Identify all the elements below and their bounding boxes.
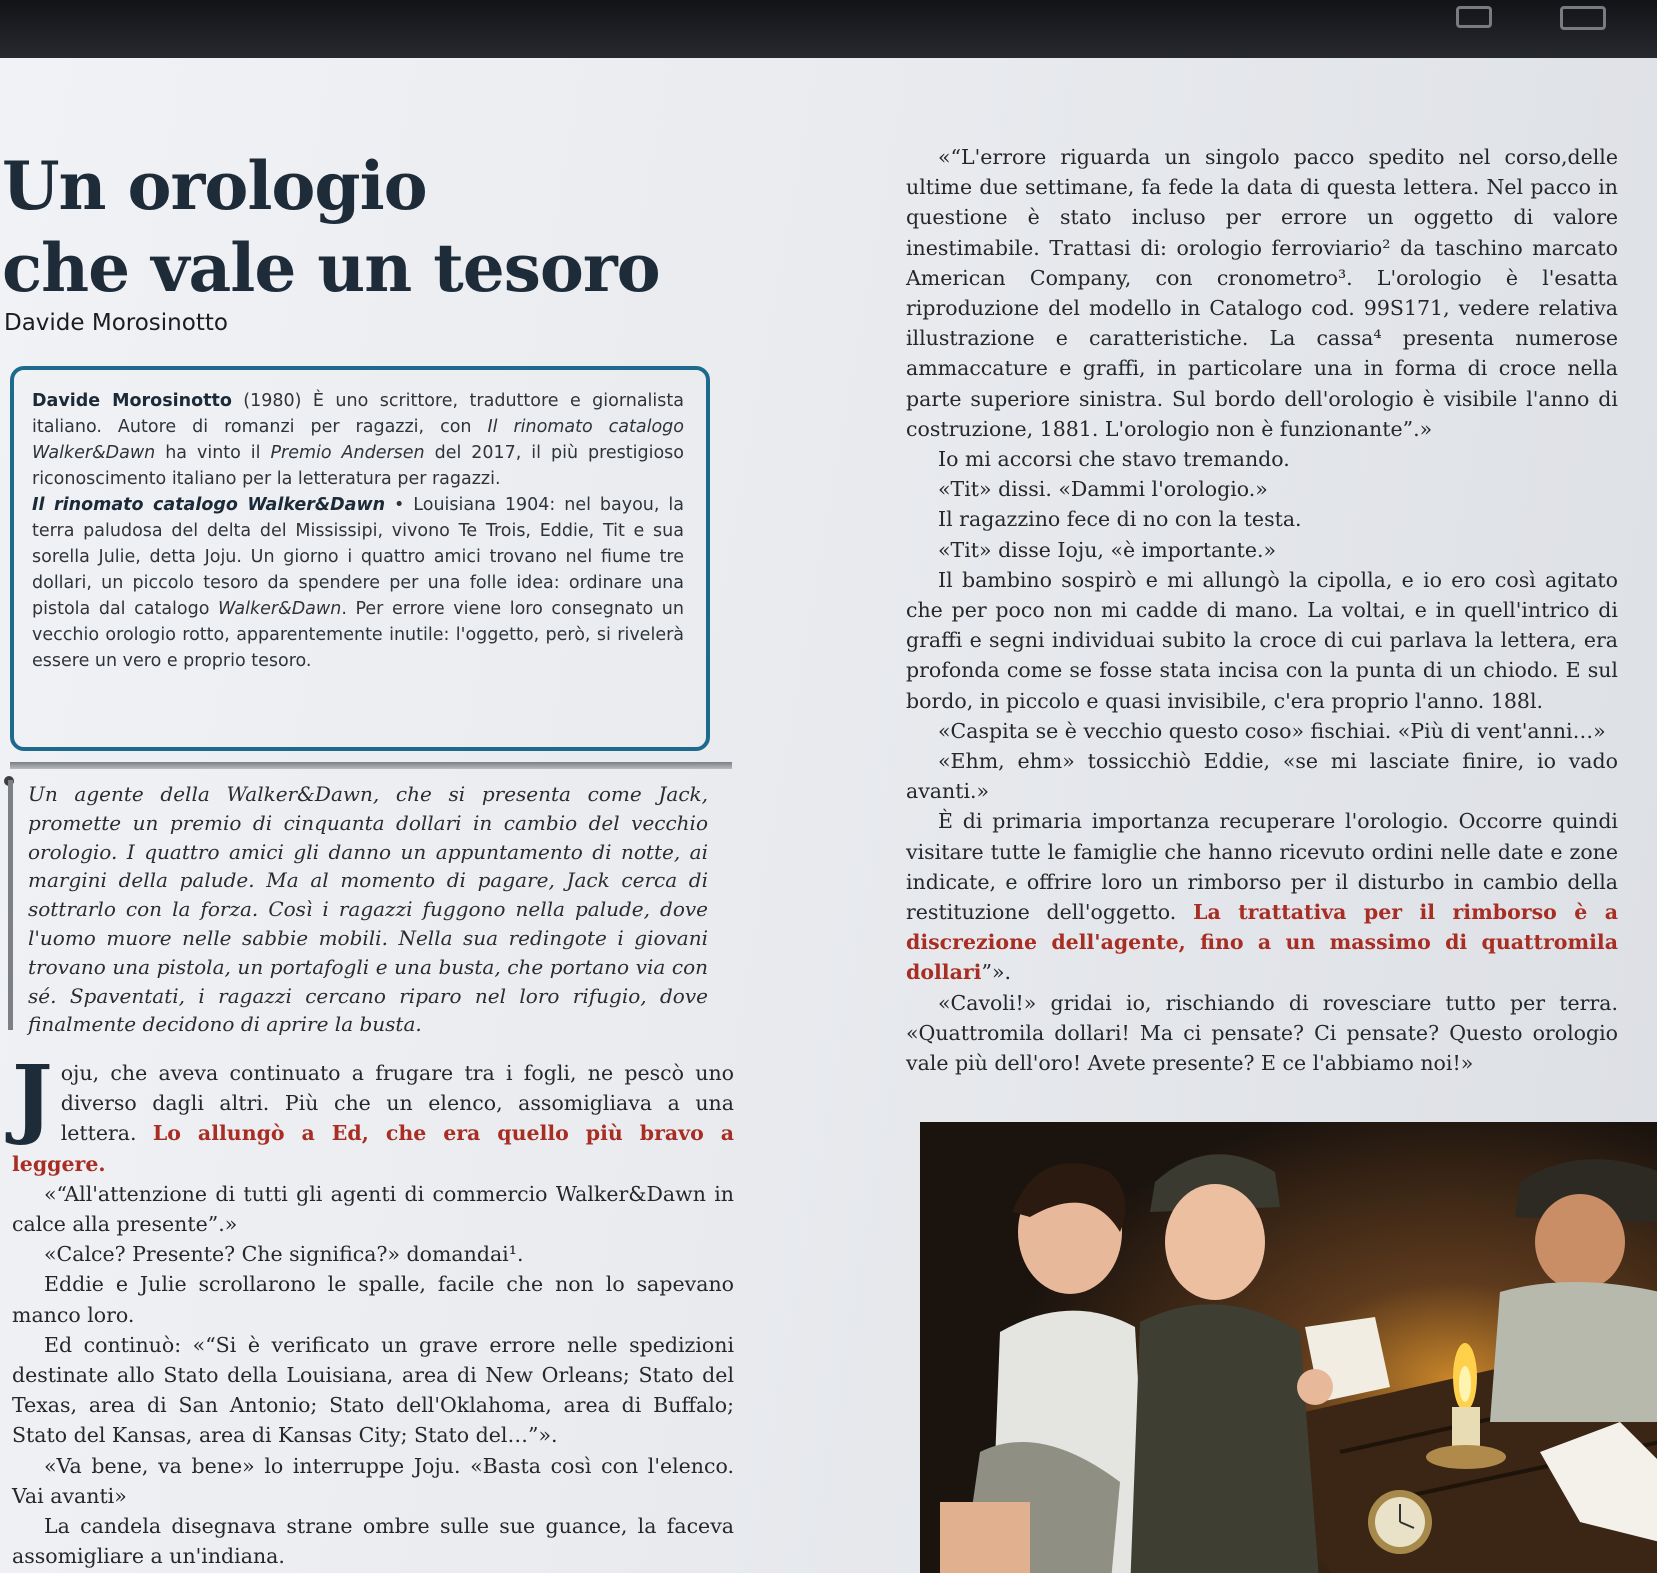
story-paragraph: «Va bene, va bene» lo interruppe Joju. «Basta così con l'elenco. Vai avanti» (12, 1453, 734, 1508)
window-icon[interactable] (1456, 6, 1492, 28)
story-paragraph: Eddie e Julie scrollarono le spalle, facile che non lo sapevano manco loro. (12, 1272, 734, 1327)
book-summary-text: . Per errore viene loro consegnato un vecchio orologio rotto, apparentemente inutile: l'oggetto, però, si rivelerà essere un vero e proprio tesoro. (32, 599, 684, 671)
book-page (0, 58, 1657, 1573)
story-synopsis: Un agente della Walker&Dawn, che si presenta come Jack, promette un premio di cinquanta dollari in cambio del vecchio orologio. I quattro amici gli danno un appuntamento di notte, ai margini della palude. Ma al momento di pagare, Jack cerca di sottrarlo con la forza. Così i ragazzi fuggono nella palude, dove l'uomo muore nelle sabbie mobili. Nella sua redingote i giovani trovano una pistola, un portafogli e una busta, che portano via con sé. Spaventati, i ragazzi cercano riparo nel loro rifugio, dove finalmente decidono di aprire la busta. (28, 782, 708, 1037)
story-paragraph: «“L'errore riguarda un singolo pacco spedito nel corso,delle ultime due settimane, fa fede la data di questa lettera. Nel pacco in questione è stato incluso per errore un oggetto di valore inestimabile. Trattasi di: orologio ferroviario² da taschino marcato American Company, con cronometro³. L'orologio è l'esatta riproduzione del modello in Catalogo cod. 99S171, vedere relativa illustrazione e caratteristiche. La cassa⁴ presenta numerose ammaccature e graffi, in particolare una in forma di croce nella parte superiore sinistra. Sul bordo dell'orologio è visibile l'anno di costruzione, 1881. L'orologio non è funzionante”.» (906, 145, 1618, 441)
story-paragraph: «Tit» dissi. «Dammi l'orologio.» (938, 477, 1268, 502)
story-left-column (12, 1047, 734, 1571)
book-summary-title: Il rinomato catalogo Walker&Dawn (32, 495, 386, 515)
story-paragraph: Io mi accorsi che stavo tremando. (938, 447, 1290, 472)
book-summary-paragraph (32, 492, 684, 674)
story-paragraph (906, 806, 1618, 987)
story-text: oju, che aveva continuato a frugare tra i fogli, ne pescò uno diverso dagli altri. Più che un elenco, assomigliava a una lettera. (60, 1061, 734, 1146)
story-paragraph: «Ehm, ehm» tossicchiò Eddie, «se mi lasciate finire, io vado avanti.» (906, 749, 1618, 804)
story-paragraph: La candela disegnava strane ombre sulle sue guance, la faceva assomigliare a un'indiana. (12, 1514, 734, 1569)
story-text: È di primaria importanza recuperare l'orologio. Occorre quindi visitare tutte le famiglie che hanno ricevuto ordini nelle date e zone indicate, e offrire loro un rimborso per il disturbo in cambio della restituzione dell'oggetto. (906, 809, 1618, 925)
bio-text: del 2017, il più prestigioso riconoscimento italiano per la letteratura per ragazzi. (32, 443, 685, 489)
story-paragraph: «Cavoli!» gridai io, rischiando di rovesciare tutto per terra. «Quattromila dollari! Ma ci pensate? Ci pensate? Questo orologio vale più dell'oro! Avete presente? E ce l'abbiamo noi!» (906, 990, 1618, 1076)
bio-text: ha vinto il (155, 443, 271, 463)
page-title-line-2: che vale un tesoro (2, 229, 660, 307)
story-highlight: La trattativa per il rimborso è a discrezione dell'agente, fino a un massimo di quattromila dollari (906, 900, 1619, 985)
drop-cap: J (12, 1047, 53, 1148)
author-bio-box (10, 366, 710, 751)
story-paragraph: «Tit» disse Ioju, «è importante.» (938, 537, 1277, 562)
story-paragraph: «“All'attenzione di tutti gli agenti di commercio Walker&Dawn in calce alla presente”.» (12, 1181, 734, 1237)
bio-paragraph (32, 388, 684, 492)
story-paragraph: Ed continuò: «“Si è verificato un grave errore nelle spedizioni destinate allo Stato della Louisiana, area di New Orleans; Stato del Texas, area di San Antonio; Stato dell'Oklahoma, area di Buffalo; Stato del Kansas, area di Kansas City; Stato del…”». (12, 1332, 734, 1448)
story-paragraph: «Calce? Presente? Che significa?» domandai¹. (44, 1242, 524, 1267)
story-illustration (920, 1122, 1657, 1573)
story-highlight: Lo allungò a Ed, che era quello più bravo a leggere. (12, 1121, 734, 1176)
bio-author-name: Davide Morosinotto (32, 391, 232, 411)
pocket-watch-figure (1368, 1490, 1432, 1554)
book-summary-text: • Louisiana 1904: nel bayou, la terra paludosa del delta del Mississipi, vivono Te Trois, Eddie, Tit e sua sorella Julie, detta Joju. Un giorno i quattro amici trovano nel fiume tre dollari, un piccolo tesoro da spendere per una folle idea: ordinare una pistola dal catalogo (32, 495, 684, 619)
page-icon[interactable] (1560, 6, 1606, 30)
story-paragraph: «Caspita se è vecchio questo coso» fischiai. «Più di vent'anni…» (938, 718, 1606, 743)
bio-book-title: Il rinomato catalogo Walker&Dawn (32, 417, 684, 463)
story-paragraph: Il ragazzino fece di no con la testa. (938, 507, 1302, 532)
synopsis-side-bar (8, 780, 13, 1030)
bio-text: (1980) È uno scrittore, traduttore e giornalista italiano. Autore di romanzi per ragazzi, con (32, 391, 684, 437)
top-toolbar (0, 0, 1657, 64)
story-right-column (906, 142, 1618, 1078)
bio-prize: Premio Andersen (270, 443, 425, 463)
section-divider (10, 762, 732, 769)
author-name: Davide Morosinotto (4, 310, 228, 336)
story-paragraph (12, 1047, 734, 1179)
book-summary-catalog: Walker&Dawn (218, 599, 342, 619)
story-paragraph: Il bambino sospirò e mi allungò la cipolla, e io ero così agitato che per poco non mi cadde di mano. La voltai, e in quell'intrico di graffi e segni individuai subito la croce di cui parlava la lettera, era profonda come se fosse stata incisa con la punta di un chiodo. E sul bordo, in piccolo e quasi invisibile, c'era proprio l'anno. 188l. (906, 567, 1618, 713)
page-title-line-1: Un orologio (2, 147, 427, 225)
story-text: ”». (981, 960, 1012, 985)
